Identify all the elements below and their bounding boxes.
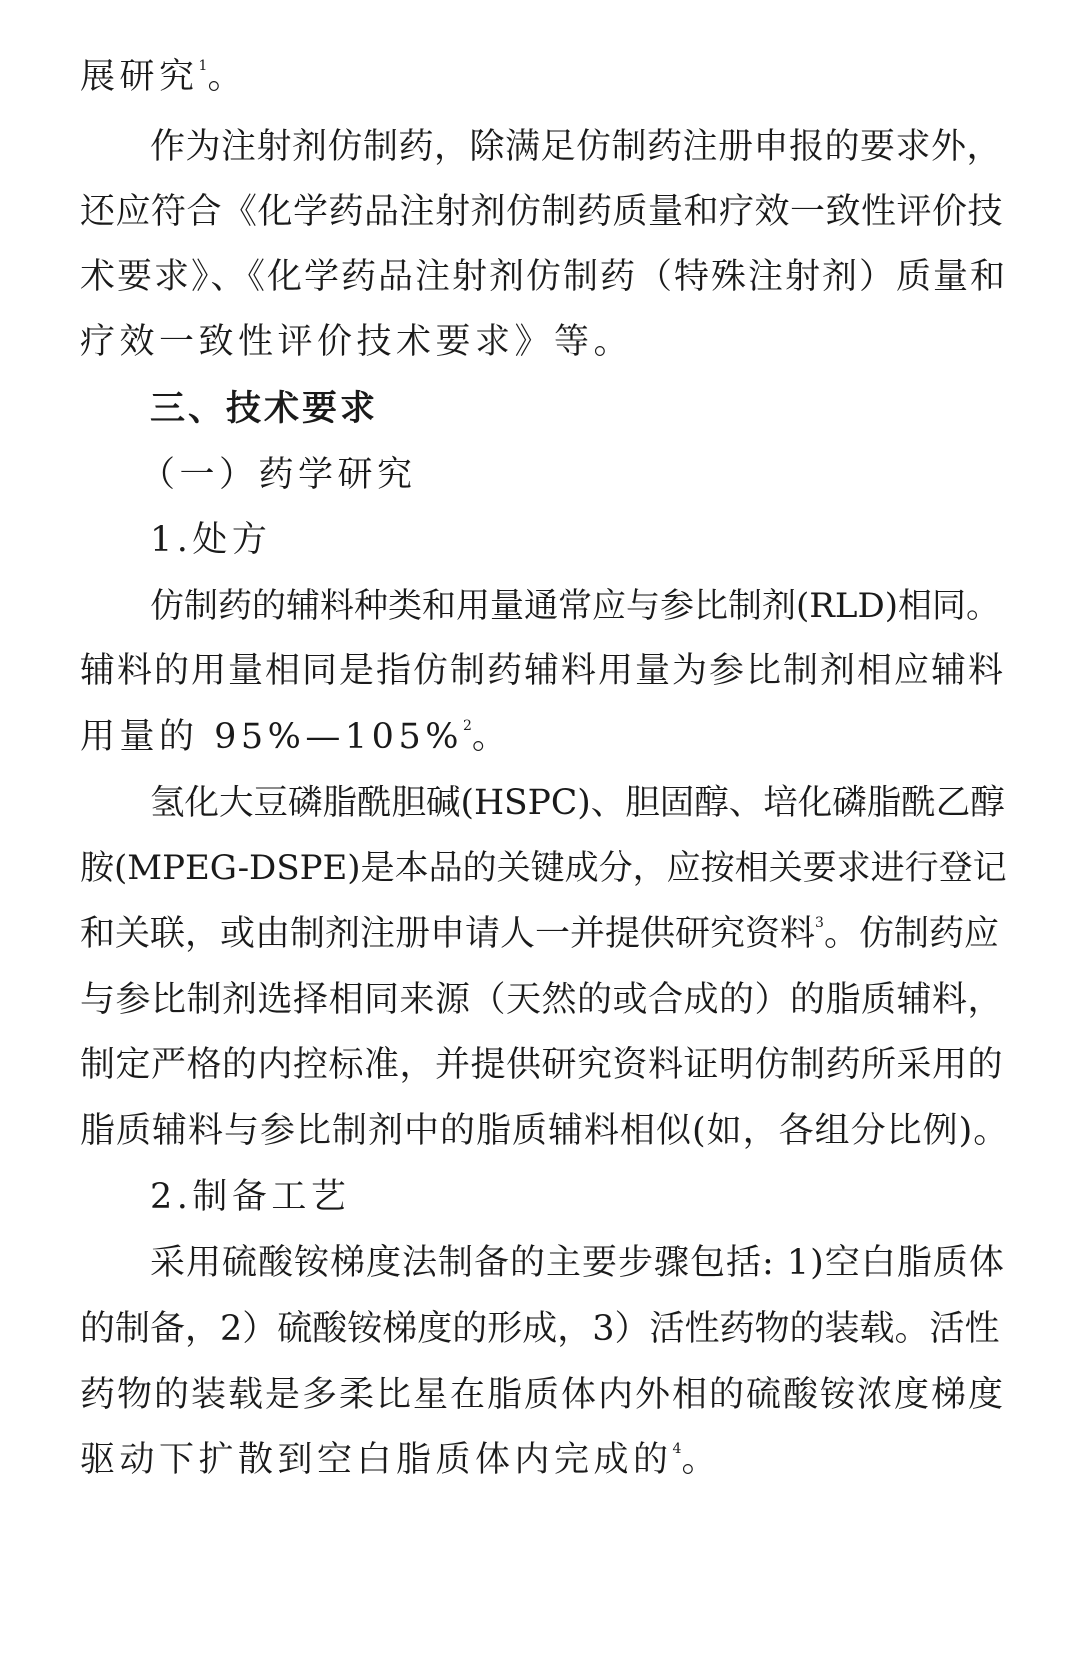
paragraph-process-line [80,1435,1010,1485]
text: 。仿制药应 [823,914,999,954]
text: 驱动下扩散到空白脂质体内完成的 [80,1440,673,1480]
paragraph-formula-line [80,712,1010,762]
text: 和关联，或由制剂注册申请人一并提供研究资料 [80,914,816,954]
subsection-heading: （一）药学研究 [140,455,417,495]
footnote-ref: 2 [462,718,472,734]
paragraph-intro-line [80,52,1010,102]
paragraph-injection-line: 疗效一致性评价技术要求》等。 [80,322,634,362]
paragraph-formula-line: 仿制药的辅料种类和用量通常应与参比制剂(RLD)相同。 [150,586,1000,626]
footnote-ref: 4 [672,1441,682,1457]
paragraph-lipids-line [80,909,1010,959]
item-heading-process: 2.制备工艺 [150,1177,351,1217]
paragraph-process-line: 采用硫酸铵梯度法制备的主要步骤包括: 1)空白脂质体 [150,1243,1005,1283]
text: 。 [207,57,247,97]
paragraph-process-line: 的制备，2）硫酸铵梯度的形成，3）活性药物的装载。活性 [80,1309,1000,1349]
section-heading: 三、技术要求 [150,388,379,429]
paragraph-injection-line: 作为注射剂仿制药，除满足仿制药注册申报的要求外， [150,127,1003,167]
item-heading-formula: 1.处方 [150,520,272,560]
paragraph-lipids-line: 氢化大豆磷脂酰胆碱(HSPC)、胆固醇、培化磷脂酰乙醇 [150,783,1005,823]
text: 。 [471,717,512,757]
paragraph-lipids-line: 与参比制剂选择相同来源（天然的或合成的）的脂质辅料， [80,980,1004,1020]
paragraph-injection-line: 术要求》、《化学药品注射剂仿制药（特殊注射剂）质量和 [80,257,1008,297]
footnote-ref: 3 [815,915,824,931]
paragraph-process-line: 药物的装载是多柔比星在脂质体内外相的硫酸铵浓度梯度 [80,1375,1006,1415]
paragraph-formula-line: 辅料的用量相同是指仿制药辅料用量为参比制剂相应辅料 [80,651,1006,691]
paragraph-lipids-line: 脂质辅料与参比制剂中的脂质辅料相似(如，各组分比例)。 [80,1111,1010,1151]
paragraph-lipids-line: 胺(MPEG-DSPE)是本品的关键成分，应按相关要求进行登记 [80,848,1007,888]
footnote-ref: 1 [198,58,208,74]
text: 。 [681,1440,721,1480]
paragraph-injection-line: 还应符合《化学药品注射剂仿制药质量和疗效一致性评价技 [80,192,1004,232]
text: 展研究 [80,57,199,97]
paragraph-lipids-line: 制定严格的内控标准，并提供研究资料证明仿制药所采用的 [80,1045,1004,1085]
text: 用量的 95%—105% [80,717,463,757]
